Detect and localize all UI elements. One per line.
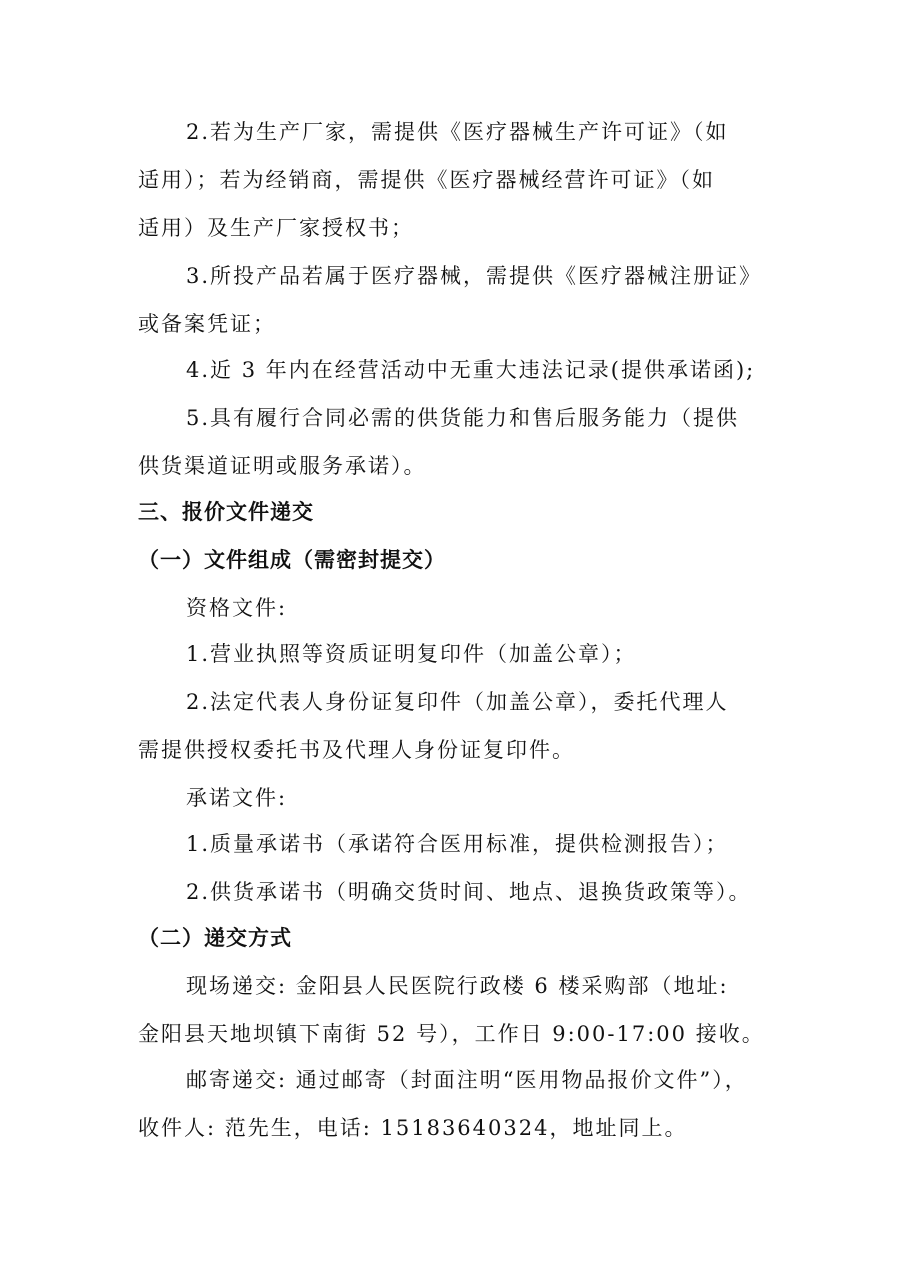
paragraph-line: 资格文件: <box>186 596 288 620</box>
paragraph-line: 3.所投产品若属于医疗器械，需提供《医疗器械注册证》 <box>186 264 763 288</box>
paragraph-line: 5.具有履行合同必需的供货能力和售后服务能力（提供 <box>186 406 740 430</box>
paragraph-line: 邮寄递交: 通过邮寄（封面注明“医用物品报价文件”）， <box>186 1068 748 1092</box>
paragraph-line: 适用）；若为经销商，需提供《医疗器械经营许可证》（如 <box>138 168 715 192</box>
paragraph-line: 收件人: 范先生，电话: 15183640324，地址同上。 <box>138 1116 688 1140</box>
paragraph-line: 或备案凭证； <box>138 312 276 336</box>
paragraph-line: 2.若为生产厂家，需提供《医疗器械生产许可证》（如 <box>186 120 729 144</box>
paragraph-line: 1.营业执照等资质证明复印件（加盖公章）； <box>186 642 637 666</box>
paragraph-line: 适用）及生产厂家授权书； <box>138 216 414 240</box>
paragraph-line: 2.供货承诺书（明确交货时间、地点、退换货政策等）。 <box>186 880 752 904</box>
paragraph-line: 4.近 3 年内在经营活动中无重大违法记录(提供承诺函); <box>186 358 756 382</box>
paragraph-line: 供货渠道证明或服务承诺）。 <box>138 454 427 478</box>
subsection-heading: （二）递交方式 <box>138 926 292 950</box>
subsection-heading: （一）文件组成（需密封提交） <box>138 548 446 572</box>
paragraph-line: 1.质量承诺书（承诺符合医用标准，提供检测报告）； <box>186 832 729 856</box>
paragraph-line: 金阳县天地坝镇下南街 52 号），工作日 9:00-17:00 接收。 <box>138 1022 765 1046</box>
paragraph-line: 2.法定代表人身份证复印件（加盖公章），委托代理人 <box>186 690 729 714</box>
paragraph-line: 承诺文件: <box>186 786 288 810</box>
paragraph-line: 需提供授权委托书及代理人身份证复印件。 <box>138 738 575 762</box>
section-heading: 三、报价文件递交 <box>138 500 314 524</box>
paragraph-line: 现场递交: 金阳县人民医院行政楼 6 楼采购部（地址: <box>186 974 729 998</box>
